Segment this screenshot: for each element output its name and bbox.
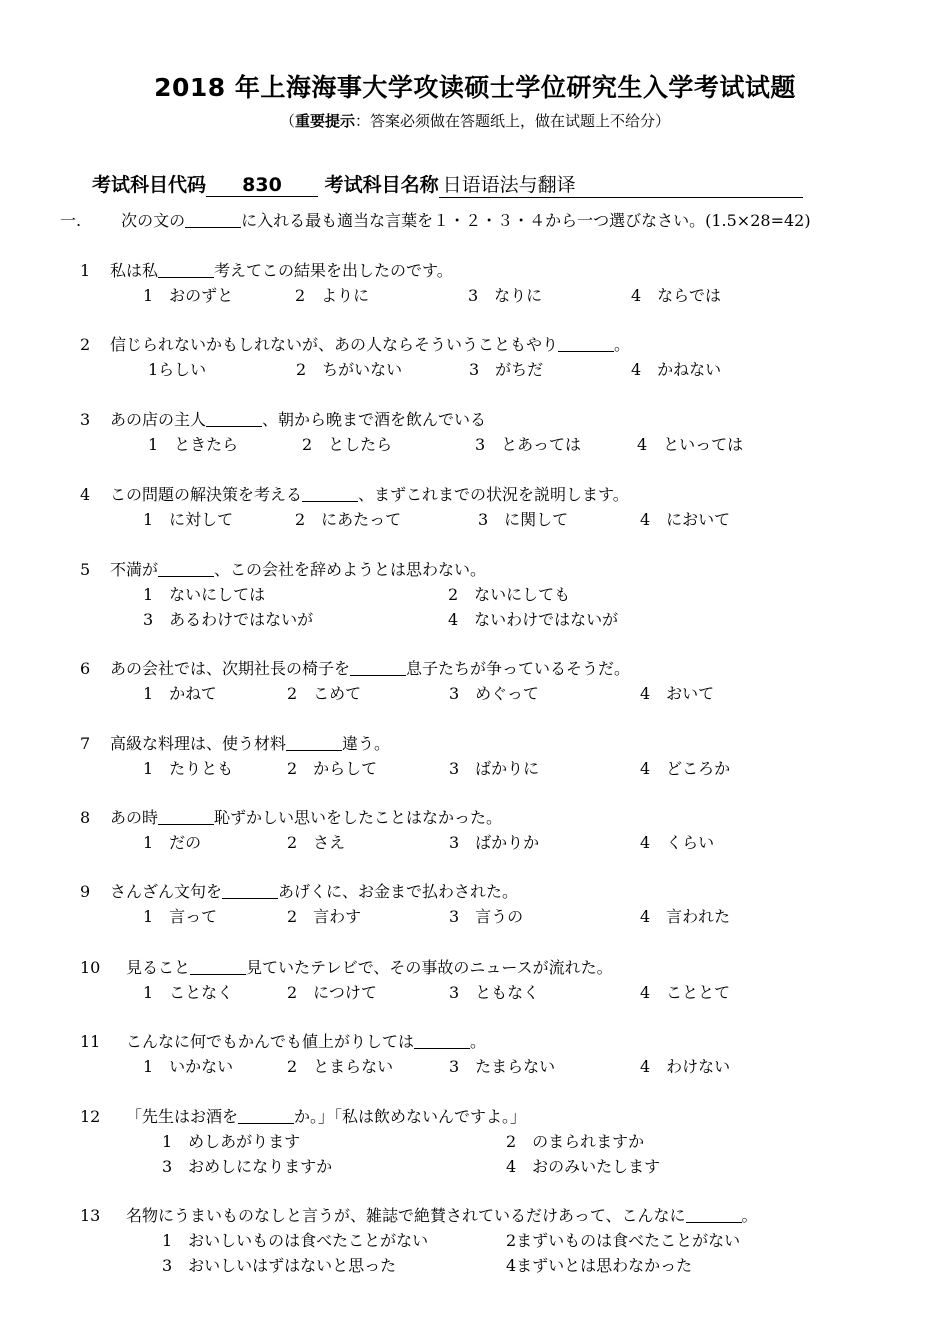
option-3: 3 たまらない xyxy=(449,1057,556,1076)
question-text: 私は私 xyxy=(110,261,159,280)
option-2: 2 にあたって xyxy=(295,510,402,529)
hint-open-paren: （ xyxy=(279,112,295,130)
question-text: 高級な料理は、使う材料 xyxy=(110,734,287,753)
option-3: 3 言うの xyxy=(449,907,524,926)
question-text-after: 。 xyxy=(470,1032,487,1051)
option-4: 4 ないわけではないが xyxy=(448,610,619,629)
option-3: 3 めぐって xyxy=(449,684,539,703)
question-text-after: 。 xyxy=(741,1206,758,1225)
option-2: 2 言わす xyxy=(287,907,362,926)
question-9 xyxy=(80,879,910,929)
option-4: 4 おいて xyxy=(640,684,715,703)
question-text-after: 、まずこれまでの状況を説明します。 xyxy=(358,485,629,504)
option-4: 4 おのみいたします xyxy=(506,1157,661,1176)
question-text: 名物にうまいものなしと言うが、雑誌で絶賛されているだけあって、こんなに xyxy=(126,1206,686,1225)
question-number: 1 xyxy=(80,261,91,280)
blank-line xyxy=(190,958,246,975)
question-text-after: あげくに、お金まで払わされた。 xyxy=(278,882,519,901)
section-heading xyxy=(60,208,811,231)
option-2: 2 ないにしても xyxy=(448,585,571,604)
question-3 xyxy=(80,407,910,457)
question-number: 13 xyxy=(80,1206,101,1225)
option-1: 1 いかない xyxy=(143,1057,234,1076)
question-1 xyxy=(80,258,910,308)
question-number: 10 xyxy=(80,958,101,977)
option-4: 4 といっては xyxy=(637,435,744,454)
option-1: 1 だの xyxy=(143,833,202,852)
option-1: 1 かねて xyxy=(143,684,217,703)
section-instruction-before: 次の文の xyxy=(121,211,186,230)
option-1: 1 ときたら xyxy=(148,435,239,454)
question-text: あの時 xyxy=(110,808,159,827)
question-text: 信じられないかもしれないが、あの人ならそういうこともやり xyxy=(110,335,559,354)
question-11 xyxy=(80,1029,910,1079)
option-3: 3 に関して xyxy=(478,510,569,529)
question-text: 「先生はお酒を xyxy=(126,1107,239,1126)
option-2: 2 としたら xyxy=(302,435,393,454)
option-2: 2 よりに xyxy=(295,286,370,305)
question-2 xyxy=(80,332,910,382)
option-1: 1 おいしいものは食べたことがない xyxy=(162,1231,429,1250)
option-3: 3 あるわけではないが xyxy=(143,610,314,629)
question-number: 5 xyxy=(80,560,91,579)
option-1: 1 おのずと xyxy=(143,286,234,305)
option-4: 4 言われた xyxy=(640,907,731,926)
question-text-after: 違う。 xyxy=(342,734,391,753)
option-3: 3 なりに xyxy=(468,286,543,305)
hint-text: ：答案必须做在答题纸上，做在试题上不给分） xyxy=(355,112,671,130)
option-3: 3 ともなく xyxy=(449,983,540,1002)
option-2: 2 ちがいない xyxy=(296,360,403,379)
option-4: 4 かねない xyxy=(631,360,722,379)
question-number: 8 xyxy=(80,808,91,827)
hint-label: 重要提示 xyxy=(294,112,355,130)
subject-line xyxy=(92,170,803,198)
option-2: 2 とまらない xyxy=(287,1057,394,1076)
section-instruction-after: に入れる最も適当な言葉を１・２・３・４から一つ選びなさい。(1.5×28=42) xyxy=(241,211,811,230)
option-1: 1 に対して xyxy=(143,510,234,529)
page-title: 2018 年上海海事大学攻读硕士学位研究生入学考试试题 xyxy=(154,73,796,102)
important-hint xyxy=(0,110,950,131)
option-2: 2 からして xyxy=(287,759,378,778)
option-1: 1 ことなく xyxy=(143,983,234,1002)
blank-line xyxy=(158,560,214,577)
option-4: 4 こととて xyxy=(640,983,731,1002)
blank-line xyxy=(350,659,406,676)
blank-line xyxy=(558,335,614,352)
question-number: 2 xyxy=(80,335,91,354)
question-text-after: 。 xyxy=(614,335,631,354)
blank-line xyxy=(206,410,262,427)
question-number: 11 xyxy=(80,1032,101,1051)
question-text: この問題の解決策を考える xyxy=(110,485,303,504)
question-13 xyxy=(80,1203,910,1278)
question-number: 6 xyxy=(80,659,91,678)
option-3: 3 おめしになりますか xyxy=(162,1157,333,1176)
blank-line xyxy=(158,808,214,825)
option-1: 1 言って xyxy=(143,907,218,926)
blank-line xyxy=(222,882,278,899)
question-number: 4 xyxy=(80,485,91,504)
option-3: 3 おいしいはずはないと思った xyxy=(162,1256,397,1275)
question-text-after: 恥ずかしい思いをしたことはなかった。 xyxy=(214,808,503,827)
question-text: さんざん文句を xyxy=(110,882,223,901)
question-text-after: か。」「私は飲めないんですよ。」 xyxy=(294,1107,527,1126)
blank-line xyxy=(414,1032,470,1049)
question-text: あの店の主人 xyxy=(110,410,207,429)
option-4: 4 わけない xyxy=(640,1057,731,1076)
option-2: 2 につけて xyxy=(287,983,377,1002)
option-2: 2まずいものは食べたことがない xyxy=(506,1231,741,1250)
question-5 xyxy=(80,557,910,632)
question-number: 3 xyxy=(80,410,91,429)
question-text-after: 、この会社を辞めようとは思わない。 xyxy=(214,560,487,579)
code-value: 830 xyxy=(206,174,318,197)
option-1: 1 めしあがります xyxy=(162,1132,301,1151)
question-text: 不満が xyxy=(110,560,159,579)
question-number: 9 xyxy=(80,882,91,901)
name-label: 考试科目名称 xyxy=(324,174,439,196)
question-number: 12 xyxy=(80,1107,101,1126)
option-4: 4 において xyxy=(640,510,731,529)
question-6 xyxy=(80,656,910,706)
question-number: 7 xyxy=(80,734,91,753)
option-3: 3 ばかりか xyxy=(449,833,540,852)
section-number: 一. xyxy=(60,211,82,230)
option-4: 4 どころか xyxy=(640,759,731,778)
question-7 xyxy=(80,731,910,781)
option-4: 4 ならでは xyxy=(631,286,722,305)
option-3: 3 がちだ xyxy=(469,360,544,379)
blank-line xyxy=(185,211,241,228)
option-1: 1らしい xyxy=(148,360,207,379)
blank-line xyxy=(286,734,342,751)
option-1: 1 たりとも xyxy=(143,759,234,778)
name-value: 日语语法与翻译 xyxy=(439,170,803,198)
question-text-after: 考えてこの結果を出したのです。 xyxy=(214,261,453,280)
question-text-after: 見ていたテレビで、その事故のニュースが流れた。 xyxy=(246,958,613,977)
option-1: 1 ないにしては xyxy=(143,585,266,604)
option-3: 3 ばかりに xyxy=(449,759,540,778)
option-4: 4 くらい xyxy=(640,833,715,852)
option-3: 3 とあっては xyxy=(475,435,582,454)
option-2: 2 さえ xyxy=(287,833,346,852)
question-text-after: 、朝から晩まで酒を飲んでいる xyxy=(262,410,487,429)
question-text: 見ること xyxy=(126,958,191,977)
question-12 xyxy=(80,1104,910,1179)
blank-line xyxy=(158,261,214,278)
blank-line xyxy=(686,1206,742,1223)
question-text-after: 息子たちが争っているそうだ。 xyxy=(406,659,631,678)
blank-line xyxy=(238,1107,294,1124)
option-2: 2 のまられますか xyxy=(506,1132,645,1151)
code-label: 考试科目代码 xyxy=(92,174,207,196)
question-text: あの会社では、次期社長の椅子を xyxy=(110,659,351,678)
question-10 xyxy=(80,955,910,1005)
question-4 xyxy=(80,482,910,532)
question-text: こんなに何でもかんでも値上がりしては xyxy=(126,1032,415,1051)
blank-line xyxy=(302,485,358,502)
option-2: 2 こめて xyxy=(287,684,362,703)
option-4: 4まずいとは思わなかった xyxy=(506,1256,693,1275)
question-8 xyxy=(80,805,910,855)
